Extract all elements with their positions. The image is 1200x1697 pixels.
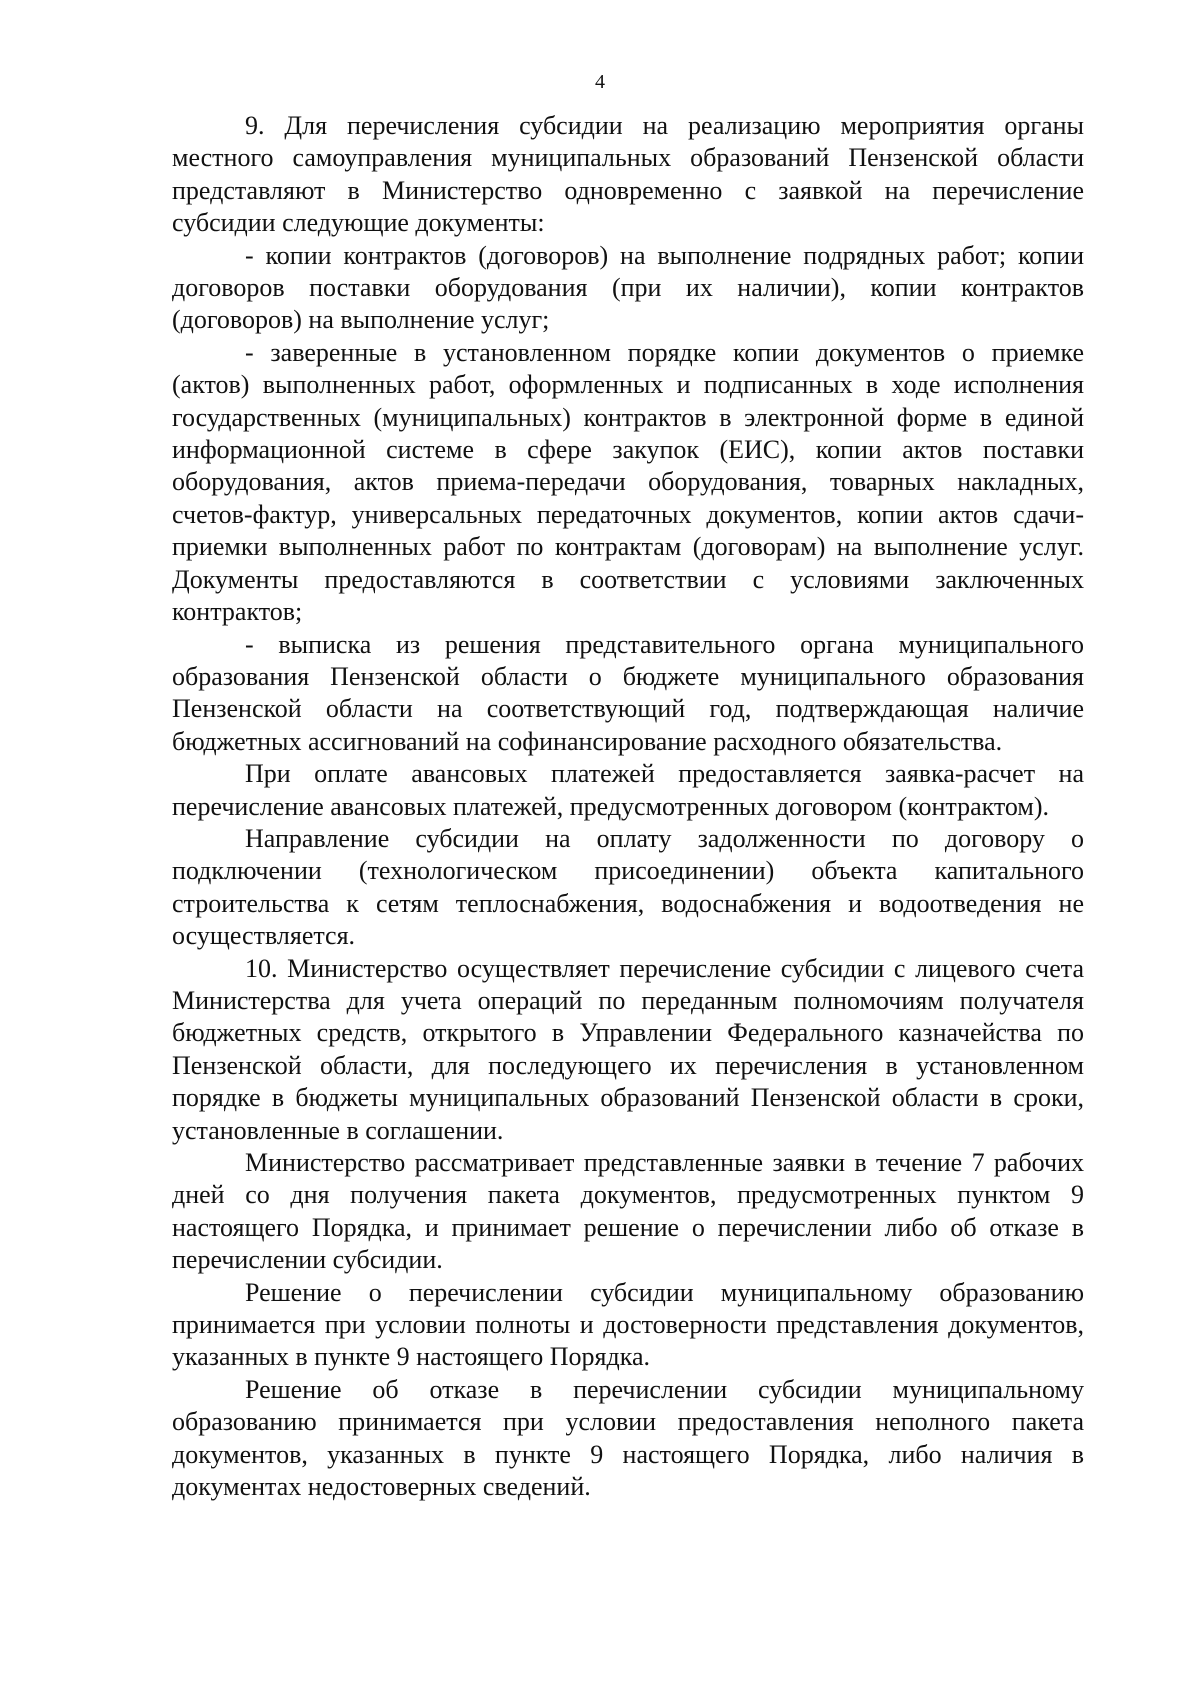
paragraph-contract-copies: - копии контрактов (договоров) на выполнение подрядных работ; копии договоров поставки оборудования (при их наличии), копии контрактов (договоров) на выполнение услуг; [172,240,1084,335]
paragraph-refusal-decision: Решение об отказе в перечислении субсидии муниципальному образованию принимается при условии предоставления неполного пакета документов, указанных в пункте 9 настоящего Порядка, либо наличия в документах недостоверных сведений. [172,1374,1084,1502]
paragraph-item-10-transfer: 10. Министерство осуществляет перечисление субсидии с лицевого счета Министерства для учета операций по переданным полномочиям получателя бюджетных средств, открытого в Управлении Федерального казначейства по Пензенской области, для последующего их перечисления в установленном порядке в бюджеты муниципальных образований Пензенской области в сроки, установленные в соглашении. [172,953,1084,1145]
document-body [172,110,1084,1503]
paragraph-item-9-intro: 9. Для перечисления субсидии на реализацию мероприятия органы местного самоуправления муниципальных образований Пензенской области представляют в Министерство одновременно с заявкой на перечисление субсидии следующие документы: [172,111,1084,238]
paragraph-advance-payments: При оплате авансовых платежей предоставляется заявка-расчет на перечисление авансовых платежей, предусмотренных договором (контрактом). [172,759,1084,821]
page-number: 4 [595,71,605,93]
paragraph-budget-extract: - выписка из решения представительного органа муниципального образования Пензенской области о бюджете муниципального образования Пензенской области на соответствующий год, подтверждающая наличие бюджетных ассигнований на софинансирование расходного обязательства. [172,629,1084,756]
paragraph-acceptance-documents: - заверенные в установленном порядке копии документов о приемке (актов) выполненных работ, оформленных и подписанных в ходе исполнения государственных (муниципальных) контрактов в электронной форме в единой информационной системе в сфере закупок (ЕИС), копии актов поставки оборудования, актов приема-передачи оборудования, товарных накладных, счетов-фактур, универсальных передаточных документов, копии актов сдачи-приемки выполненных работ по контрактам (договорам) на выполнение услуг. Документы предоставляются в соответствии с условиями заключенных контрактов; [172,337,1084,627]
paragraph-review-period: Министерство рассматривает представленные заявки в течение 7 рабочих дней со дня получения пакета документов, предусмотренных пунктом 9 настоящего Порядка, и принимает решение о перечислении либо об отказе в перечислении субсидии. [172,1148,1084,1275]
paragraph-approval-decision: Решение о перечислении субсидии муниципальному образованию принимается при условии полноты и достоверности представления документов, указанных в пункте 9 настоящего Порядка. [172,1277,1084,1372]
paragraph-connection-debt: Направление субсидии на оплату задолженности по договору о подключении (технологическом присоединении) объекта капитального строительства к сетям теплоснабжения, водоснабжения и водоотведения не осуществляется. [172,823,1084,951]
